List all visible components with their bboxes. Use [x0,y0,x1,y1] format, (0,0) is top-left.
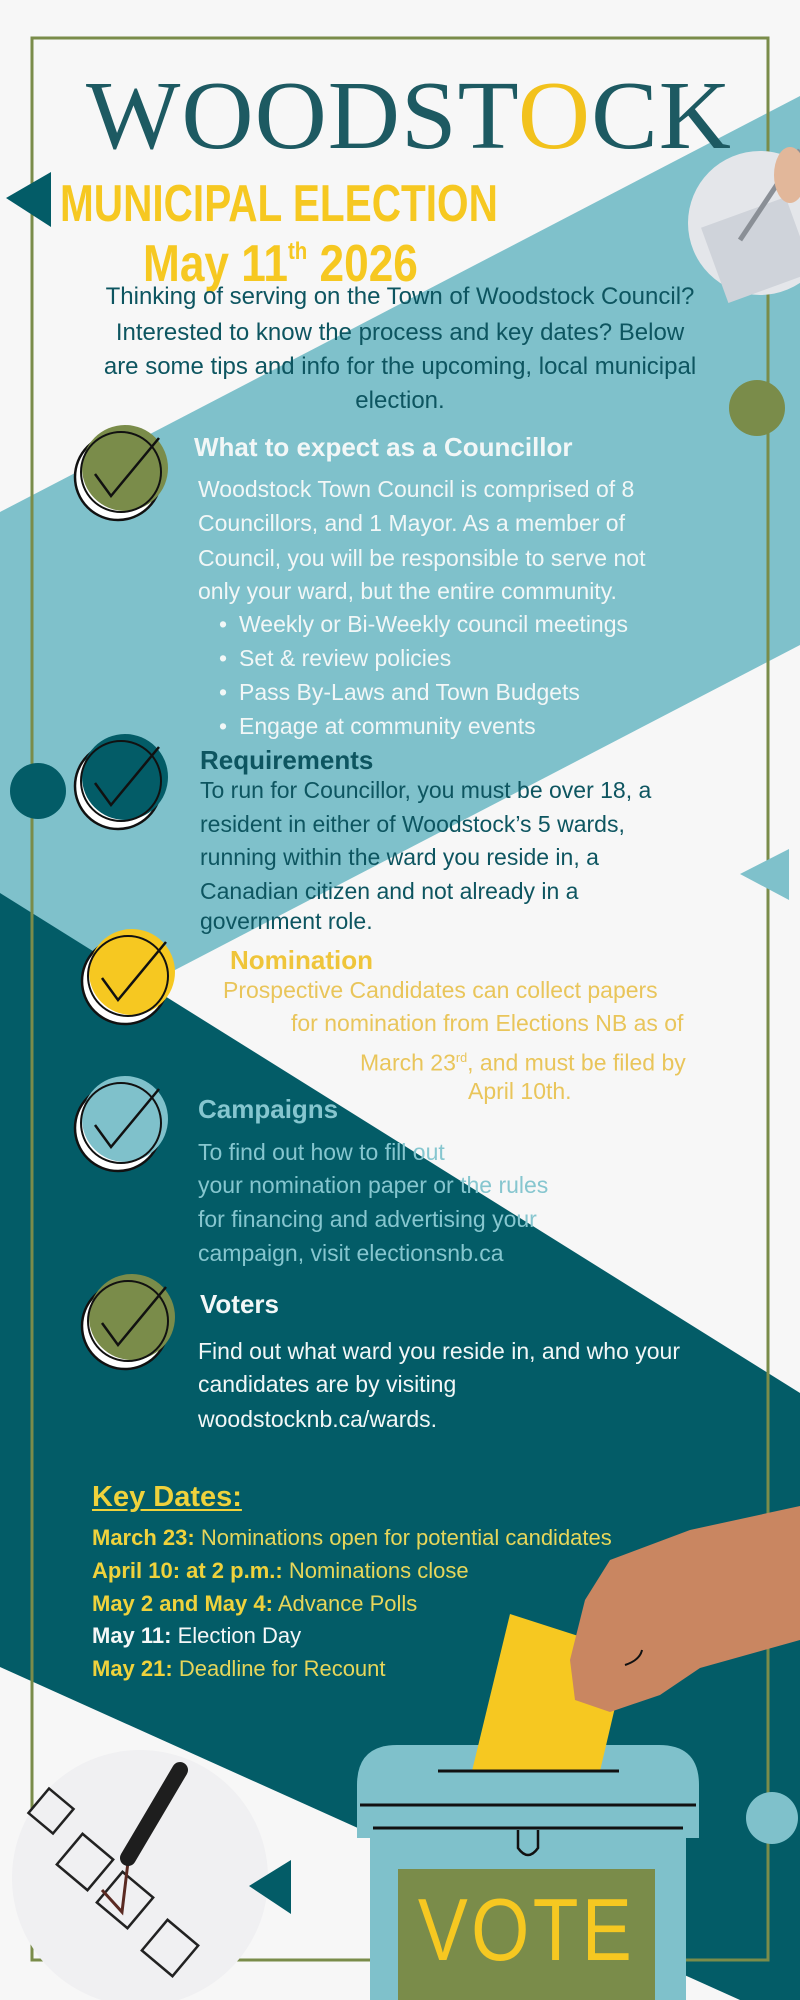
key-date-item: May 11: Election Day [92,1623,302,1648]
key-date-item: May 21: Deadline for Recount [92,1656,386,1681]
vote-label: VOTE [417,1880,636,1979]
intro-line: election. [355,387,445,414]
campaigns-heading: Campaigns [198,1094,339,1124]
voters-heading: Voters [200,1289,279,1319]
councillor-heading: What to expect as a Councillor [194,432,573,462]
key-date-item: April 10: at 2 p.m.: Nominations close [92,1558,469,1583]
nomination-text: April 10th. [468,1078,572,1104]
key-dates-heading: Key Dates: [92,1481,242,1513]
councillor-text: Council, you will be responsible to serve not [198,545,646,571]
page-title: MUNICIPAL ELECTION [60,175,498,233]
light-teal-dot [746,1792,798,1844]
requirements-text: Canadian citizen and not already in a [200,878,579,904]
dark-dot [10,763,66,819]
intro-line: Interested to know the process and key dates? Below [115,319,685,346]
campaigns-text: your nomination paper or the rules [198,1172,549,1198]
voters-text: Find out what ward you reside in, and who your [198,1338,680,1364]
left-triangle-top [6,172,51,227]
councillor-bullet: • Pass By-Laws and Town Budgets [239,677,580,707]
voters-link-text: woodstocknb.ca/wards. [198,1406,438,1432]
requirements-text: running within the ward you reside in, a [200,844,599,870]
councillor-bullet: • Set & review policies [239,643,451,673]
nomination-text: March 23rd, and must be filed by [360,1049,686,1076]
councillor-text: Woodstock Town Council is comprised of 8 [198,476,635,502]
requirements-text: government role. [200,908,373,934]
intro-line: Thinking of serving on the Town of Woodstock Council? [105,283,695,310]
nomination-heading: Nomination [230,945,373,975]
requirements-text: To run for Councillor, you must be over 18, a [200,777,652,803]
campaigns-text: To find out how to fill out [198,1139,445,1165]
requirements-text: resident in either of Woodstock’s 5 wards, [200,811,625,837]
right-triangle-teal [740,849,789,900]
key-date-item: May 2 and May 4: Advance Polls [92,1591,418,1616]
councillor-bullet: • Engage at community events [239,711,536,741]
intro-line: are some tips and info for the upcoming, local municipal [103,353,697,380]
nomination-text: Prospective Candidates can collect papers [223,977,658,1003]
councillor-text: only your ward, but the entire community. [198,578,617,604]
councillor-text: Councillors, and 1 Mayor. As a member of [198,510,625,536]
ballot-checkbox-photo-icon [12,1750,268,2000]
election-date: May 11th 2026 [143,235,418,293]
voters-text: candidates are by visiting [198,1371,457,1397]
nomination-text: for nomination from Elections NB as of [291,1010,684,1036]
key-date-item: March 23: Nominations open for potential candidates [92,1525,612,1550]
campaigns-text: campaign, visit electionsnb.ca [198,1240,504,1266]
requirements-heading: Requirements [200,745,374,775]
councillor-bullet: • Weekly or Bi-Weekly council meetings [239,609,628,639]
campaigns-text: for financing and advertising your [198,1206,537,1232]
woodstock-logo: WOODSTOCK [86,62,733,170]
